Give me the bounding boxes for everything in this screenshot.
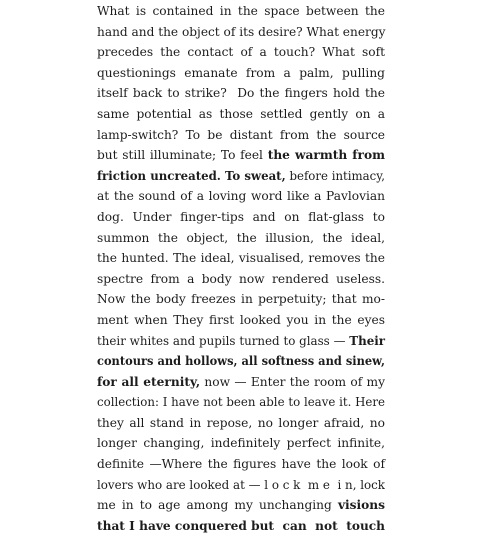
text-segment: ment when They first looked you in the eyes [97, 312, 385, 327]
text-segment: the hunted. The ideal, visualised, removes the [97, 251, 385, 266]
text-segment: their whites and pupils turned to glass — [97, 333, 350, 348]
text-line [97, 372, 385, 393]
text-line [97, 248, 385, 269]
text-line [97, 83, 385, 104]
text-line [97, 104, 385, 125]
text-line [97, 42, 385, 63]
text-segment: lovers who are looked at — l o c k m e i n, lock [97, 477, 385, 492]
text-segment: Now the body freezes in perpetuity; that mo- [97, 292, 385, 307]
text-segment: hand and the object of its desire? What energy [97, 24, 386, 39]
text-segment: summon the object, the illusion, the ideal, [97, 230, 385, 245]
text-line [97, 166, 385, 187]
text-segment: precedes the contact of a touch? What soft [97, 45, 385, 60]
text-line [97, 289, 385, 310]
text-segment: they all stand in repose, no longer afraid, no [97, 415, 385, 430]
text-segment: me in to age among my unchanging [97, 498, 338, 513]
text-segment: before intimacy, [285, 168, 385, 183]
text-line [97, 475, 385, 496]
bold-text-segment: Their [349, 333, 385, 348]
text-segment: same potential as those settled gently on a [97, 106, 385, 121]
text-line [97, 413, 385, 434]
text-segment: definite —Where the figures have the look of [97, 457, 385, 472]
text-line [97, 495, 385, 516]
bold-text-segment: for all eternity, [97, 374, 201, 389]
text-segment: What is contained in the space between the [97, 4, 385, 18]
text-line [97, 454, 385, 475]
text-line [97, 1, 385, 22]
bold-text-segment: visions [337, 498, 385, 513]
text-line [97, 331, 385, 352]
text-line [97, 392, 385, 413]
bold-text-segment: the warmth from [267, 148, 385, 163]
text-line [97, 63, 385, 84]
text-segment: lamp-switch? To be distant from the source [97, 127, 385, 142]
text-segment: at the sound of a loving word like a Pavlovian [97, 189, 385, 204]
text-segment: dog. Under finger-tips and on flat-glass to [97, 209, 385, 224]
text-segment: longer changing, indefinitely perfect infinite, [97, 436, 385, 451]
text-line [97, 310, 385, 331]
text-line [97, 516, 385, 536]
text-segment: now — Enter the room of my [200, 374, 385, 389]
bold-text-segment: that I have conquered but can not touch [97, 518, 385, 533]
text-segment: itself back to strike? Do the fingers hold the [97, 86, 385, 101]
text-line [97, 186, 385, 207]
text-segment: spectre from a body now rendered useless. [97, 271, 385, 286]
bold-text-segment: friction uncreated. To sweat, [97, 168, 286, 183]
text-line [97, 433, 385, 454]
text-line [97, 269, 385, 290]
text-line [97, 228, 385, 249]
prose-poem-text [97, 1, 385, 536]
text-line [97, 145, 385, 166]
bold-text-segment: contours and hollows, all softness and sinew, [97, 354, 385, 369]
text-line [97, 125, 385, 146]
text-segment: but still illuminate; To feel [97, 148, 268, 163]
text-line [97, 351, 385, 372]
text-line [97, 22, 385, 43]
text-segment: questionings emanate from a palm, pulling [97, 65, 385, 80]
text-line [97, 207, 385, 228]
text-segment: collection: I have not been able to leave it. Here [97, 395, 385, 410]
